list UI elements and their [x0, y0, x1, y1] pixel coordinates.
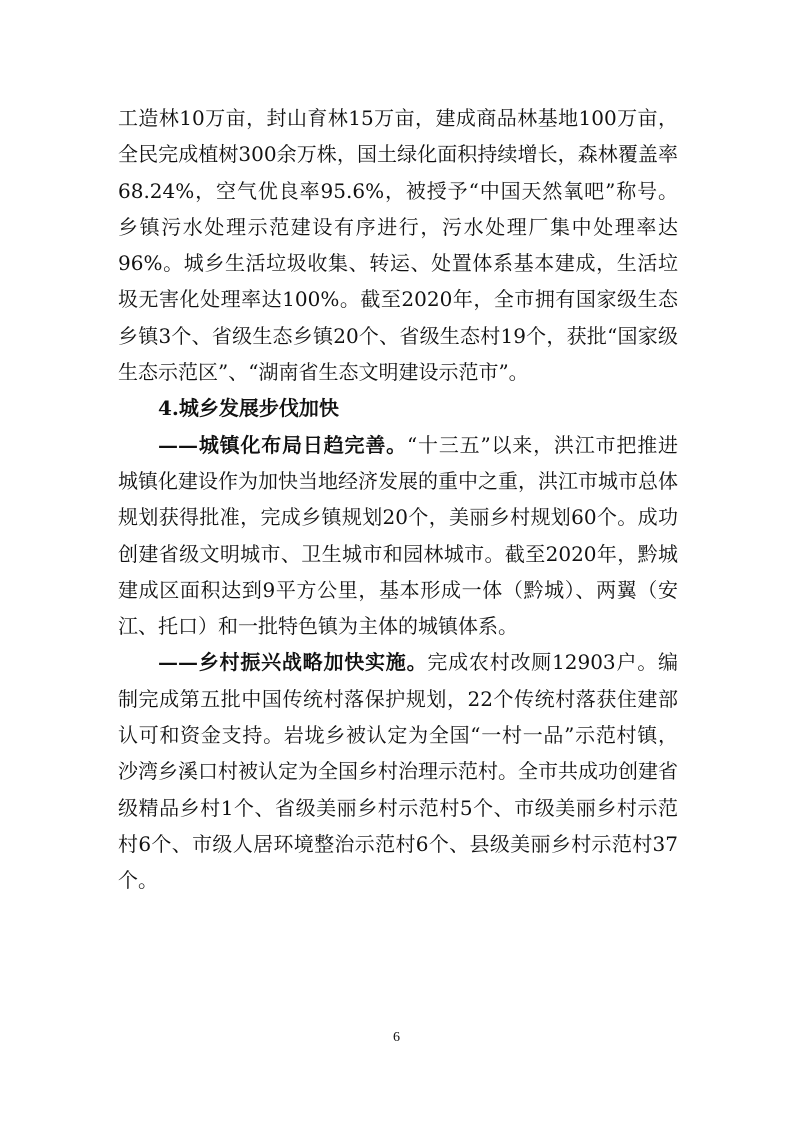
paragraph-urbanization: [118, 427, 678, 645]
paragraph-rural-revitalization: [118, 644, 678, 898]
paragraph-body-urbanization: “十三五”以来，洪江市把推进城镇化建设作为加快当地经济发展的重中之重，洪江市城市总体规划获得批准，完成乡镇规划20个，美丽乡村规划60个。成功创建省级文明城市、卫生城市和园林城市。截至2020年，黔城建成区面积达到9平方公里，基本形成一体（黔城）、两翼（安江、托口）和一批特色镇为主体的城镇体系。: [118, 432, 679, 639]
document-body: [118, 100, 678, 899]
paragraph-continuation: 工造林10万亩，封山育林15万亩，建成商品林基地100万亩，全民完成植树300余万株，国土绿化面积持续增长，森林覆盖率68.24%，空气优良率95.6%，被授予“中国天然氧吧”称号。乡镇污水处理示范建设有序进行，污水处理厂集中处理率达96%。城乡生活垃圾收集、转运、处置体系基本建成，生活垃圾无害化处理率达100%。截至2020年，全市拥有国家级生态乡镇3个、省级生态乡镇20个、省级生态村19个，获批“国家级生态示范区”、“湖南省生态文明建设示范市”。: [118, 106, 678, 385]
page-number: 6: [393, 1030, 400, 1045]
paragraph-body-rural: 完成农村改厕12903户。编制完成第五批中国传统村落保护规划，22个传统村落获住建部认可和资金支持。岩垅乡被认定为全国“一村一品”示范村镇，沙湾乡溪口村被认定为全国乡村治理示范村。全市共成功创建省级精品乡村1个、省级美丽乡村示范村5个、市级美丽乡村示范村6个、市级人居环境整治示范村6个、县级美丽乡村示范村37个。: [118, 650, 679, 893]
section-heading: 4.城乡发展步伐加快: [158, 396, 339, 421]
paragraph-lead-urbanization: ——城镇化布局日趋完善。: [158, 432, 407, 457]
paragraph-lead-rural: ——乡村振兴战略加快实施。: [158, 650, 428, 675]
